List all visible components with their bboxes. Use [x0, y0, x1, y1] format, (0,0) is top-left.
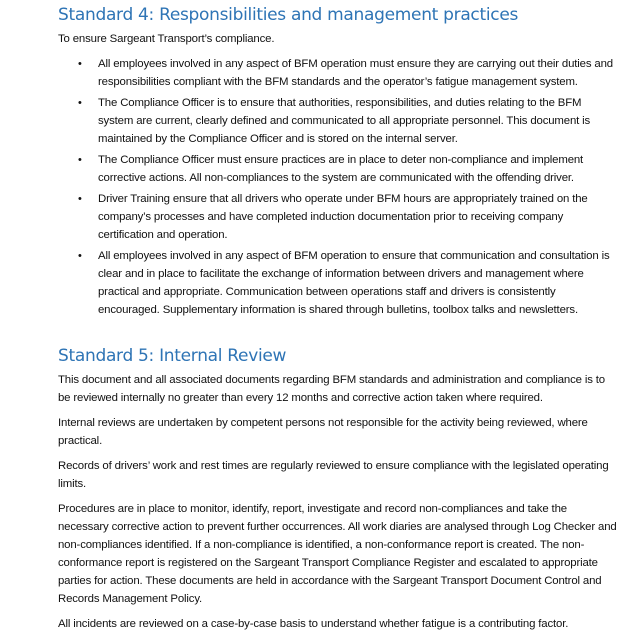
paragraph: Internal reviews are undertaken by competent persons not responsible for the activity being reviewed, where practical.: [58, 417, 588, 447]
standard-4-intro: To ensure Sargeant Transport’s compliance.: [58, 33, 275, 45]
standard-4-section: [58, 3, 618, 319]
list-item: [58, 94, 618, 148]
list-item: [58, 247, 618, 319]
bullet-icon: •: [78, 58, 82, 70]
list-item-text: Driver Training ensure that all drivers who operate under BFM hours are appropriately trained on the company’s processes and have completed induction documentation prior to receiving company certification and operation.: [98, 193, 588, 241]
standard-4-heading: Standard 4: Responsibilities and management practices: [58, 5, 519, 25]
bullet-icon: •: [78, 250, 82, 262]
bullet-icon: •: [78, 193, 82, 205]
list-item-text: The Compliance Officer is to ensure that authorities, responsibilities, and duties relating to the BFM system are current, clearly defined and communicated to all appropriate personnel. This document is maintained by the Compliance Officer and is stored on the internal server.: [98, 97, 591, 145]
document-page: [58, 0, 618, 640]
list-item-text: All employees involved in any aspect of BFM operation must ensure they are carrying out their duties and responsibilities compliant with the BFM standards and the operator’s fatigue management system.: [98, 58, 613, 88]
standard-4-bullet-list: [58, 55, 618, 319]
paragraph: This document and all associated documents regarding BFM standards and administration and compliance is to be reviewed internally no greater than every 12 months and corrective action taken where required.: [58, 374, 605, 404]
bullet-icon: •: [78, 97, 82, 109]
list-item-text: The Compliance Officer must ensure practices are in place to deter non-compliance and implement corrective actions. All non-compliances to the system are communicated with the offending driver.: [98, 154, 584, 184]
bullet-icon: •: [78, 154, 82, 166]
list-item-text: All employees involved in any aspect of BFM operation to ensure that communication and consultation is clear and in place to facilitate the exchange of information between drivers and management where practical and appropriate. Communication between operations staff and drivers is consistently encouraged. Supplementary information is shared through bulletins, toolbox talks and newsletters.: [98, 250, 610, 316]
paragraph: All incidents are reviewed on a case-by-case basis to understand whether fatigue is a contributing factor.: [58, 618, 569, 630]
list-item: [58, 55, 618, 91]
list-item: [58, 190, 618, 244]
paragraph: Procedures are in place to monitor, identify, report, investigate and record non-compliances and take the necessary corrective action to prevent further occurrences. All work diaries are analysed through Log Checker and non-compliances identified. If a non-compliance is identified, a non-conformance report is created. The non-conformance report is registered on the Sargeant Transport Compliance Register and escalated to appropriate parties for action. These documents are held in accordance with the Sargeant Transport Document Control and Records Management Policy.: [58, 503, 617, 605]
list-item: [58, 151, 618, 187]
standard-5-heading: Standard 5: Internal Review: [58, 346, 287, 366]
paragraph: Records of drivers’ work and rest times are regularly reviewed to ensure compliance with the legislated operating limits.: [58, 460, 609, 490]
standard-5-section: [58, 344, 618, 633]
